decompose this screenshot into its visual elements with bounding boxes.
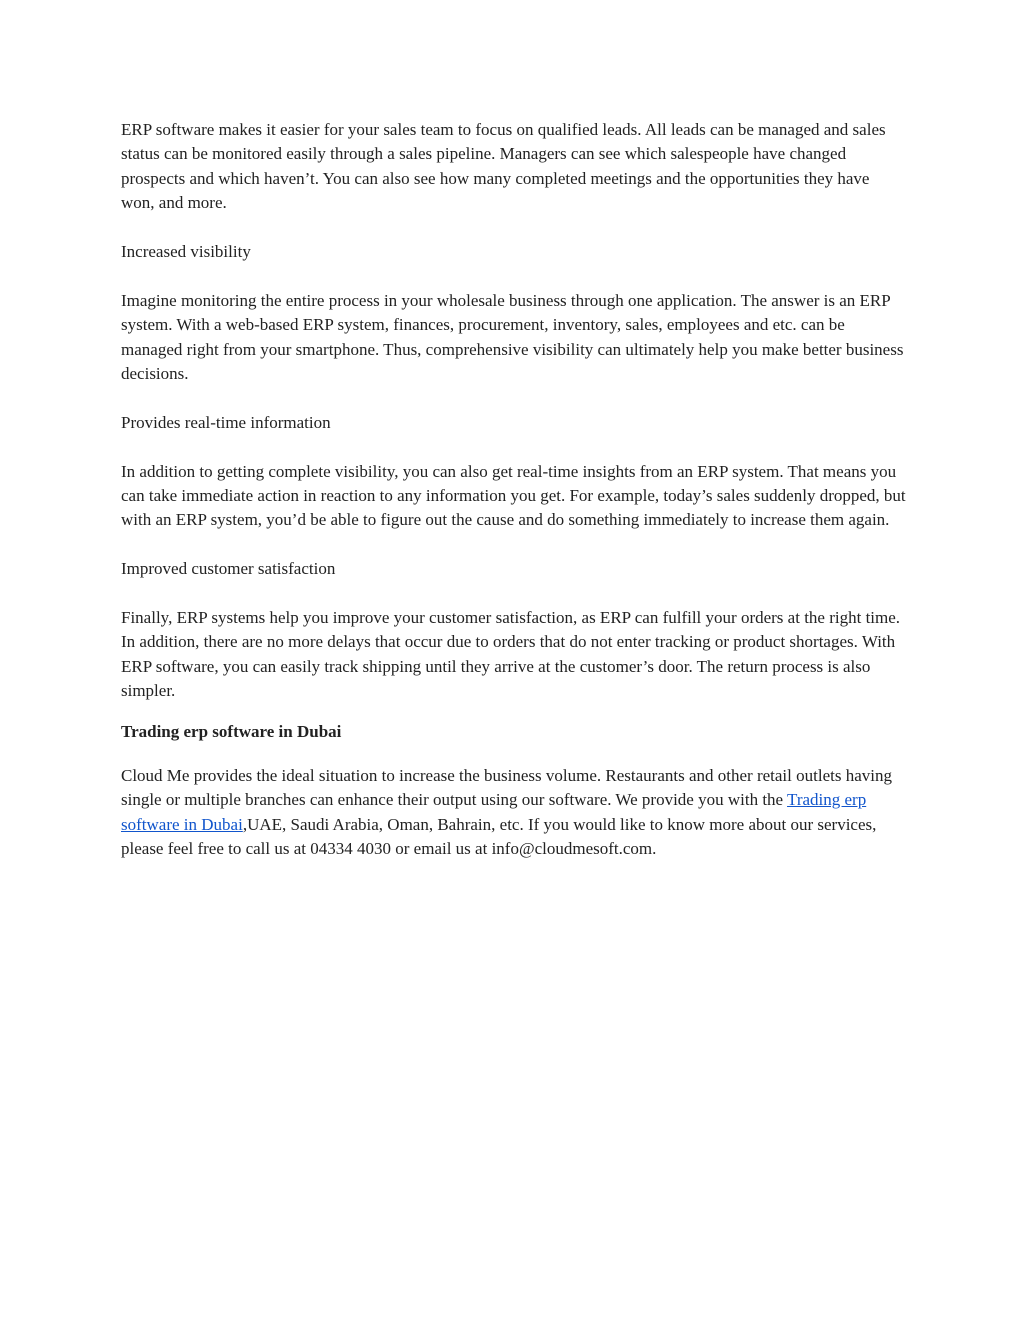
heading-real-time-information: Provides real-time information (121, 412, 331, 432)
heading-trading-erp-dubai: Trading erp software in Dubai (121, 721, 342, 741)
trading-erp-software-link[interactable]: Trading erp software in Dubai (121, 790, 867, 834)
heading-increased-visibility: Increased visibility (121, 242, 251, 262)
paragraph-cloud-me-contact: ,UAE, Saudi Arabia, Oman, Bahrain, etc. If you would like to know more about our services, please feel free to call us at 04334 4030 or email us at info@cloudmesoft.com. (121, 814, 877, 859)
paragraph-customer-satisfaction: Finally, ERP systems help you improve your customer satisfaction, as ERP can fulfill your orders at the right time. In addition, there are no more delays that occur due to orders that do not enter tracking or product shortages. With ERP software, you can easily track shipping until they arrive at the customer’s door. The return process is also simpler. (121, 608, 901, 701)
paragraph-sales-leads: ERP software makes it easier for your sales team to focus on qualified leads. All leads can be managed and sales status can be monitored easily through a sales pipeline. Managers can see which salespeople have changed prospects and which haven’t. You can also see how many completed meetings and the opportunities they have won, and more. (121, 120, 886, 213)
paragraph-real-time: In addition to getting complete visibility, you can also get real-time insights from an ERP system. That means you can take immediate action in reaction to any information you get. For example, today’s sales suddenly dropped, but with an ERP system, you’d be able to figure out the cause and do something immediately to increase them again. (121, 461, 906, 530)
heading-customer-satisfaction: Improved customer satisfaction (121, 559, 336, 579)
paragraph-cloud-me (121, 764, 906, 862)
paragraph-visibility: Imagine monitoring the entire process in your wholesale business through one application. The answer is an ERP system. With a web-based ERP system, finances, procurement, inventory, sales, employees and etc. can be managed right from your smartphone. Thus, comprehensive visibility can ultimately help you make better business decisions. (121, 290, 904, 384)
document-page (121, 118, 906, 886)
paragraph-cloud-me-intro: Cloud Me provides the ideal situation to increase the business volume. Restaurants and other retail outlets having single or multiple branches can enhance their output using our software. We provide you with the (121, 766, 892, 810)
